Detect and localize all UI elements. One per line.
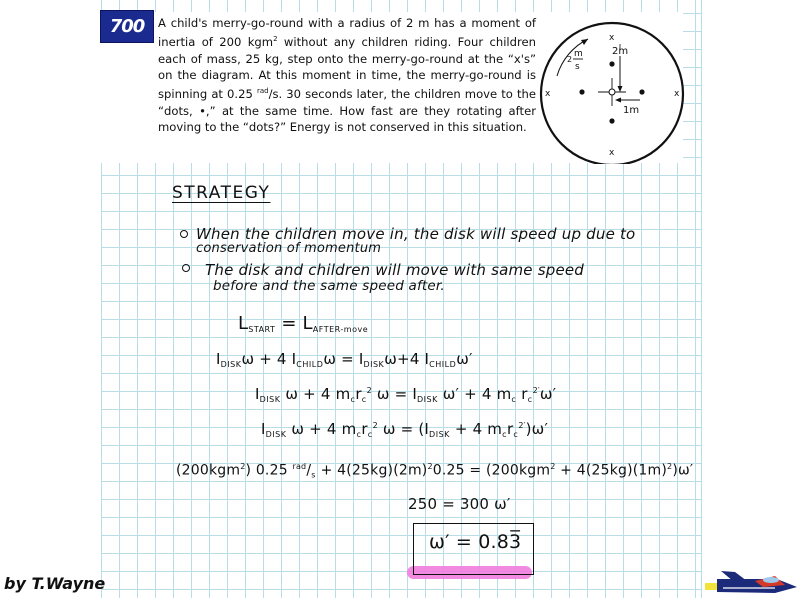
bullet-2-line-2: before and the same speed after. bbox=[213, 278, 445, 294]
x-marker-left: x bbox=[545, 89, 551, 99]
problem-text-sup: 2 bbox=[273, 35, 278, 44]
x-marker-top: x bbox=[609, 33, 615, 43]
eq-sub-after: AFTER-move bbox=[312, 325, 369, 334]
equation-4: $I_{DISK}$ ω + 4 $m_cr_c^2$ $\omega = (I_{DISK} + 4$ $m_cr_c^{2'})\omega'$ bbox=[261, 420, 549, 439]
speed-coef: 2 bbox=[567, 55, 573, 64]
eq-sub-start: START bbox=[248, 325, 276, 334]
merry-go-round-diagram bbox=[536, 14, 686, 164]
equation-substitution: (200kgm$^2$) 0.25 $^{rad}/_s + 4(25kg)(2m)^20.25 = (200kgm^2 + 4(25kg)(1m)^2)\omega'$ bbox=[176, 462, 694, 480]
dot-top bbox=[609, 61, 614, 66]
problem-text-rad: rad bbox=[256, 87, 269, 96]
author-credit: by T.Wayne bbox=[4, 574, 106, 593]
bullet-icon bbox=[182, 264, 190, 272]
problem-statement bbox=[158, 15, 536, 136]
equation-2: $I_{DISK}\omega + 4$ $I_{CHILD}\omega = I_{DISK}\omega+4$ $I_{CHILD}\omega'$ bbox=[216, 350, 473, 369]
bullet-2-line-1: The disk and children will move with same speed bbox=[205, 261, 585, 279]
dot-right bbox=[639, 89, 644, 94]
problem-number-badge: 700 bbox=[100, 10, 154, 43]
speed-num: m bbox=[574, 49, 583, 59]
jet-logo-icon bbox=[705, 563, 800, 599]
equation-3: $I_{DISK}$ ω + 4 $m_cr_c^2$ $\omega = I_{DISK}$ ω′ + 4 $m_c$ $r_c^{2'}\omega'$ bbox=[255, 385, 557, 404]
x-marker-bottom: x bbox=[609, 148, 615, 158]
problem-text-3: /s. 30 seconds later, the children move to the “dots, •,” at the same time. How fast are they rotating after moving to the “dots?” Energy is not conserved in this situation. bbox=[158, 87, 536, 135]
bullet-1-line-2: conservation of momentum bbox=[196, 241, 382, 256]
problem-text-2: without any children riding. Four children each of mass, 25 kg, step onto the merry-go-round at the “x's” on the diagram. At this moment in time, the merry-go-round is spinning at 0.25 bbox=[158, 35, 536, 102]
equation-momentum-conservation: $L_{START} = L_{AFTER-move}$ bbox=[238, 313, 369, 334]
bullet-1-line-1: When the children move in, the disk will speed up due to bbox=[196, 225, 636, 243]
x-marker-right: x bbox=[674, 89, 680, 99]
center-pivot bbox=[609, 89, 615, 95]
dot-bottom bbox=[609, 118, 614, 123]
speed-den: s bbox=[575, 62, 580, 72]
inner-radius-label: 1m bbox=[623, 105, 640, 116]
equation-result: 250 = 300 ω′ bbox=[408, 495, 511, 513]
final-answer: ω′ = 0.83̅ bbox=[429, 531, 522, 553]
radius-label: 2m bbox=[612, 46, 629, 57]
strategy-heading: STRATEGY bbox=[172, 183, 271, 203]
dot-left bbox=[579, 89, 584, 94]
problem-text-1: A child's merry-go-round with a radius of 2 m has a moment of inertia of 200 kgm bbox=[158, 16, 536, 50]
bullet-icon bbox=[180, 230, 188, 238]
